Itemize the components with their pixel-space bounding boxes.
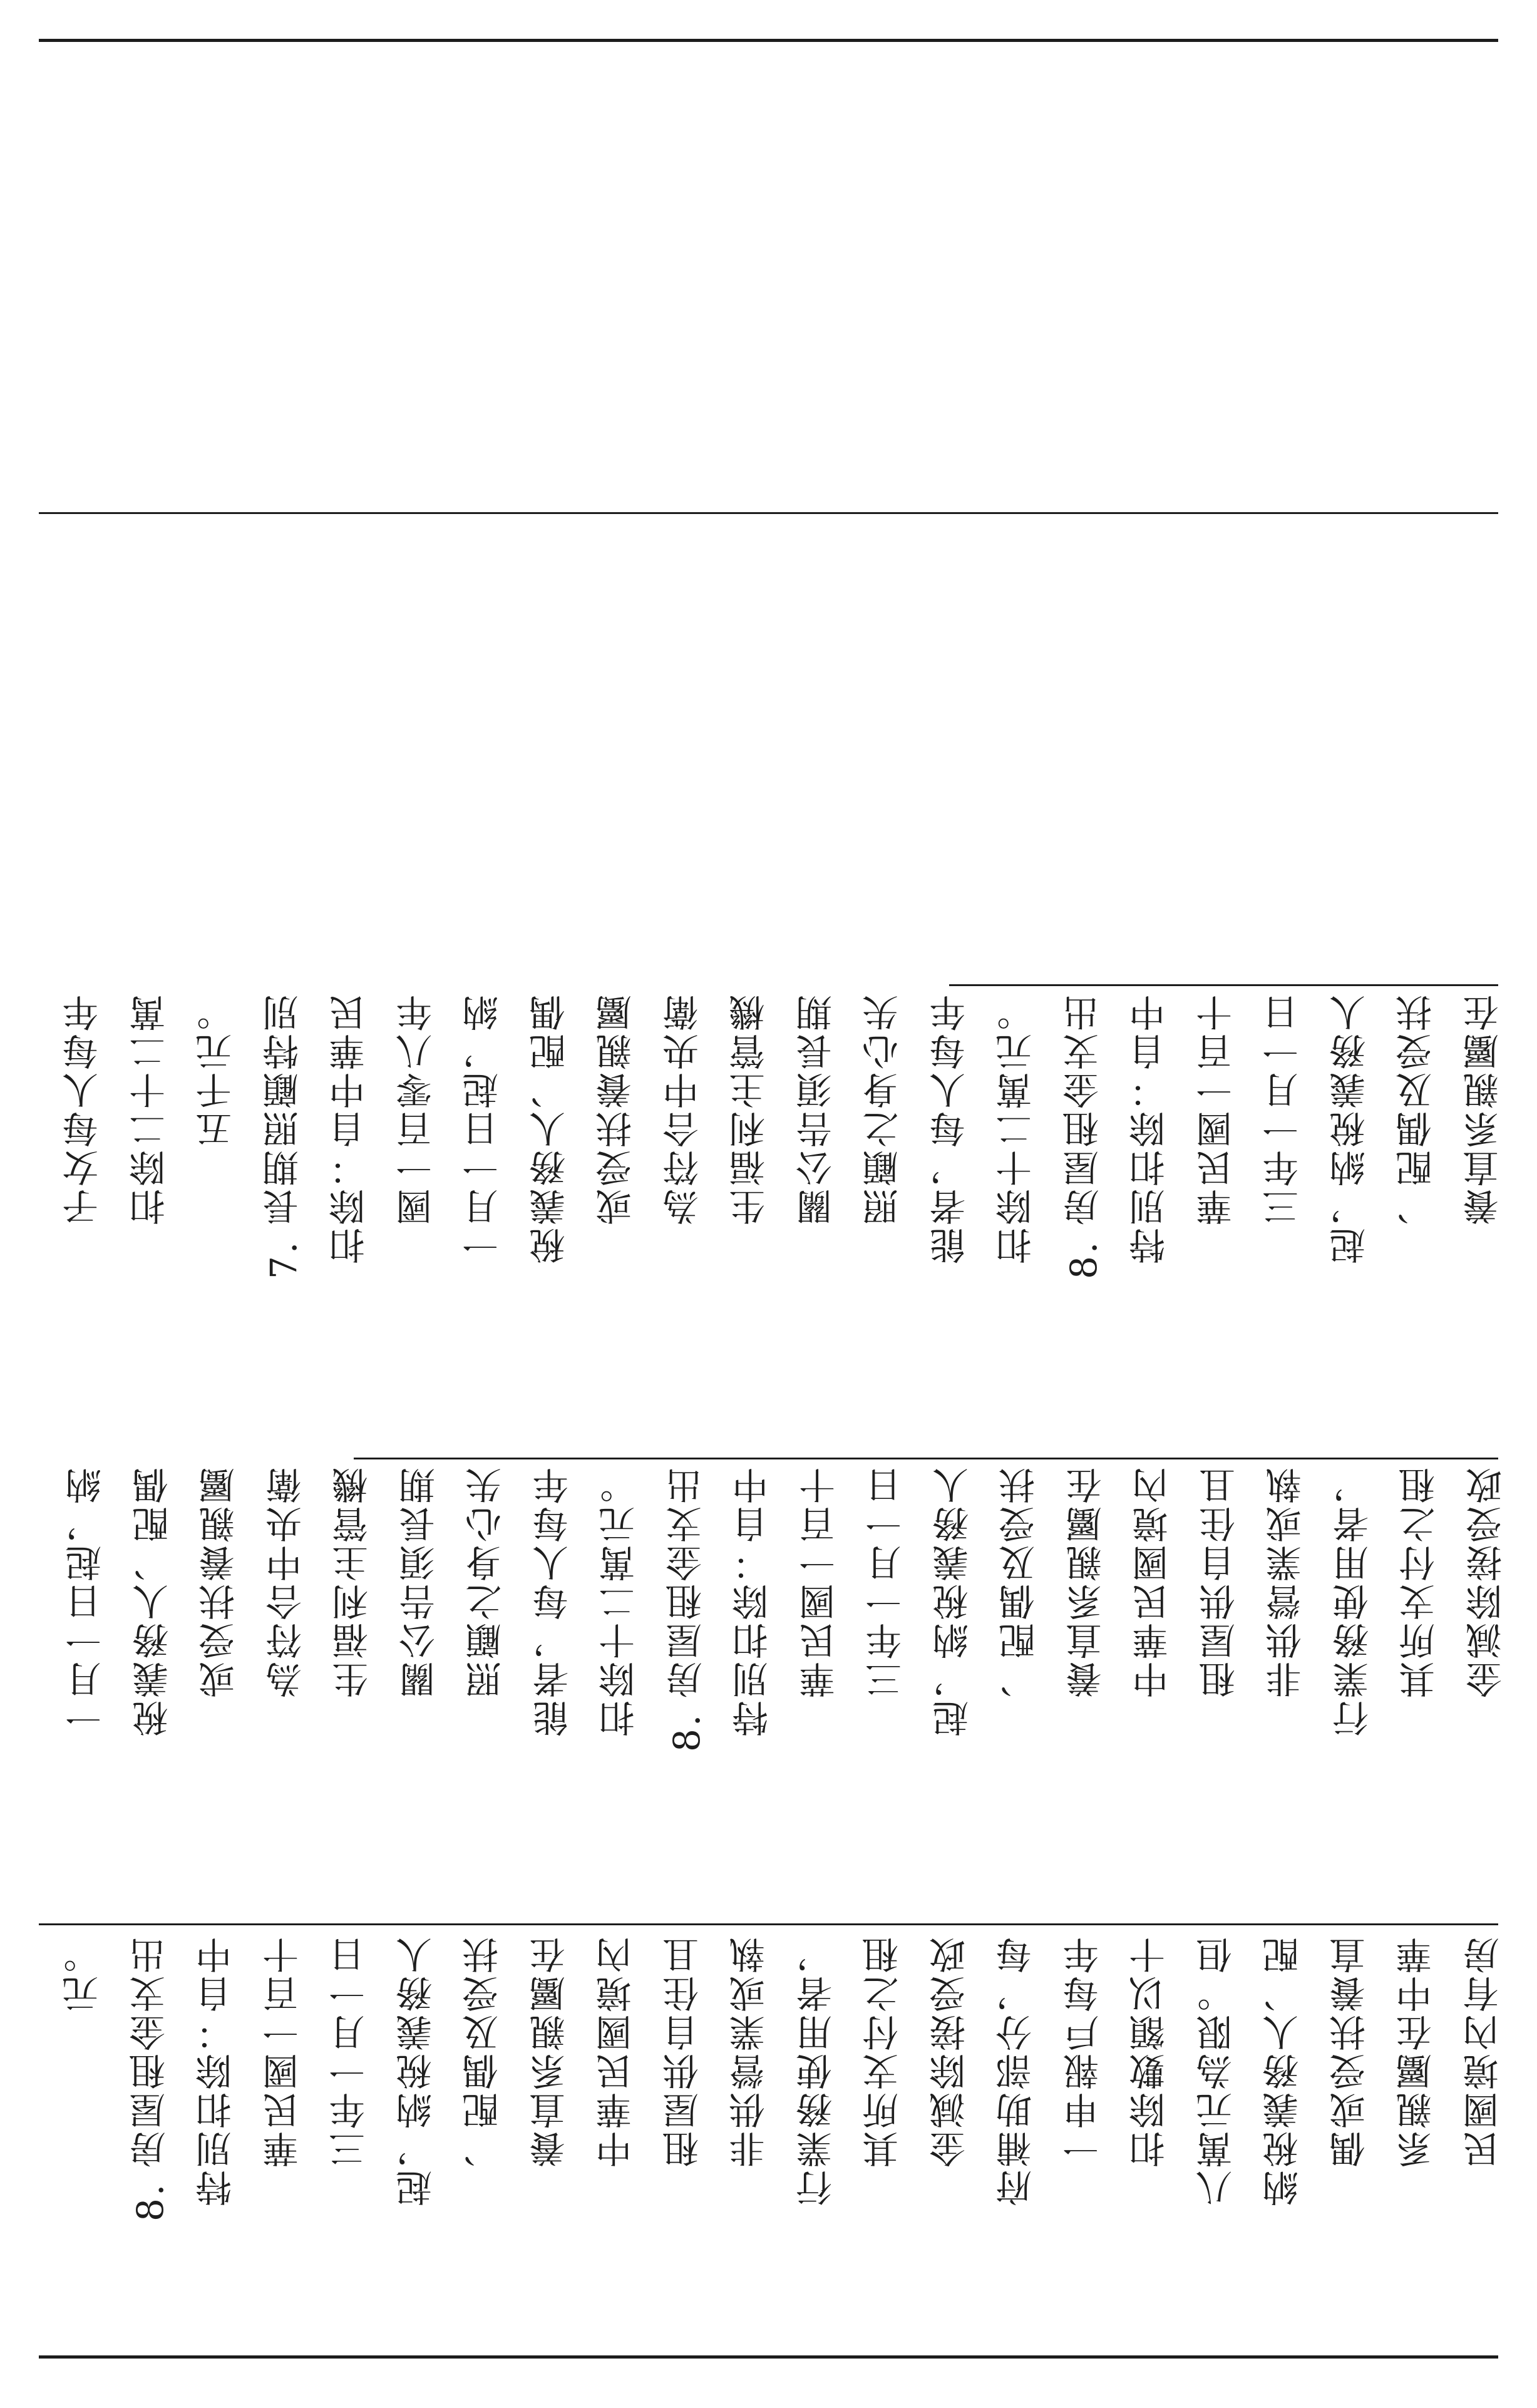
text-column: 民國境內有房 (1462, 1935, 1505, 2168)
text-column: 養直系親屬在 (1065, 1465, 1108, 1698)
divider-rule-4 (39, 1923, 1498, 1925)
text-column: 或受扶養親屬 (595, 992, 638, 1225)
text-column: 其所支付之租 (862, 1935, 905, 2168)
text-column: 三年一月一日 (865, 1465, 908, 1698)
text-column: 租屋供自住且 (1198, 1465, 1241, 1698)
divider-rule-2 (949, 984, 1498, 986)
text-column: 三年一月一日 (329, 1935, 371, 2168)
text-column: 扣除數額以十 (1129, 1935, 1171, 2168)
text-column: 府補助部分，每 (995, 1935, 1038, 2206)
text-column: 三年一月一日 (1262, 992, 1305, 1225)
text-column: 華民國一百十 (1195, 992, 1238, 1225)
text-column: 國一百零八年 (395, 992, 438, 1225)
text-column: 起，納稅義務人 (1329, 992, 1372, 1264)
text-column: 8. 房屋租金支出 (128, 1935, 172, 2221)
text-column: 生福利主管機 (332, 1465, 374, 1698)
text-column: 一月一日起，納 (462, 992, 505, 1264)
text-column: 華民國一百十 (798, 1465, 841, 1698)
divider-rule-1 (39, 512, 1498, 514)
text-column: 金減除接受政 (1465, 1465, 1508, 1698)
text-column: 非供營業或執 (1265, 1465, 1308, 1698)
text-column: 8. 房屋租金支出 (1062, 992, 1105, 1279)
text-column: 起，納稅義務人 (395, 1935, 438, 2206)
text-column: 非供營業或執 (729, 1935, 771, 2168)
text-column: 中華民國境內 (595, 1935, 638, 2168)
divider-rule-3 (354, 1458, 1498, 1459)
text-column: 一月一日起，納 (65, 1465, 108, 1737)
text-column: 稅義務人、配偶 (528, 992, 572, 1264)
text-column: 、配偶及受扶 (1396, 992, 1438, 1225)
text-column: 行業務使用者， (795, 1935, 838, 2206)
text-column: 元。 (62, 1935, 105, 2012)
text-column: 能者，每人每年 (532, 1465, 575, 1737)
text-column: 7. 長期照顧特別 (262, 992, 305, 1279)
text-column: 其所支付之租 (1399, 1465, 1441, 1698)
text-column: 照顧之身心失 (862, 992, 905, 1225)
top-rule (39, 39, 1498, 42)
text-column: 扣除十二萬元。 (995, 992, 1038, 1264)
text-column: 、配偶及受扶 (462, 1935, 505, 2168)
text-column: 、配偶及受扶 (999, 1465, 1041, 1698)
text-column: 扣除二十二萬 (128, 992, 172, 1225)
text-column: 關公告須長期 (795, 992, 838, 1225)
text-column: 或受扶養親屬 (198, 1465, 241, 1698)
bottom-rule (39, 2355, 1498, 2359)
text-column: 華民國一百十 (262, 1935, 305, 2168)
text-column: 系親屬在中華 (1396, 1935, 1438, 2168)
text-column: 子女每人每年 (62, 992, 105, 1225)
text-column: 中華民國境內 (1132, 1465, 1175, 1698)
text-column: 關公告須長期 (398, 1465, 441, 1698)
text-column: 租屋供自住且 (662, 1935, 705, 2168)
text-column: 8. 房屋租金支出 (665, 1465, 708, 1752)
text-column: 金減除接受政 (928, 1935, 972, 2168)
text-column: 特別扣除：自中 (732, 1465, 774, 1737)
text-column: 照顧之身心失 (465, 1465, 508, 1698)
text-column: 能者，每人每年 (928, 992, 972, 1264)
text-column: 特別扣除：自中 (1129, 992, 1171, 1264)
text-column: 納稅義務人、配 (1262, 1935, 1305, 2206)
text-column: 養直系親屬在 (528, 1935, 572, 2168)
text-column: 扣除：自中華民 (329, 992, 371, 1264)
text-column: 養直系親屬在 (1462, 992, 1505, 1225)
text-column: 八萬元為限。但 (1195, 1935, 1238, 2206)
text-column: 起，納稅義務人 (932, 1465, 975, 1737)
text-column: 特別扣除：自中 (195, 1935, 238, 2206)
text-column: 行業務使用者， (1332, 1465, 1375, 1737)
text-column: 生福利主管機 (729, 992, 771, 1225)
text-column: 為符合中央衛 (662, 992, 705, 1225)
text-column: 一申報戶每年 (1062, 1935, 1105, 2168)
text-column: 偶或受扶養直 (1329, 1935, 1372, 2168)
text-column: 扣除十二萬元。 (599, 1465, 641, 1737)
text-column: 稅義務人、配偶 (131, 1465, 175, 1737)
text-column: 五千元。 (195, 992, 238, 1148)
text-column: 為符合中央衛 (265, 1465, 308, 1698)
